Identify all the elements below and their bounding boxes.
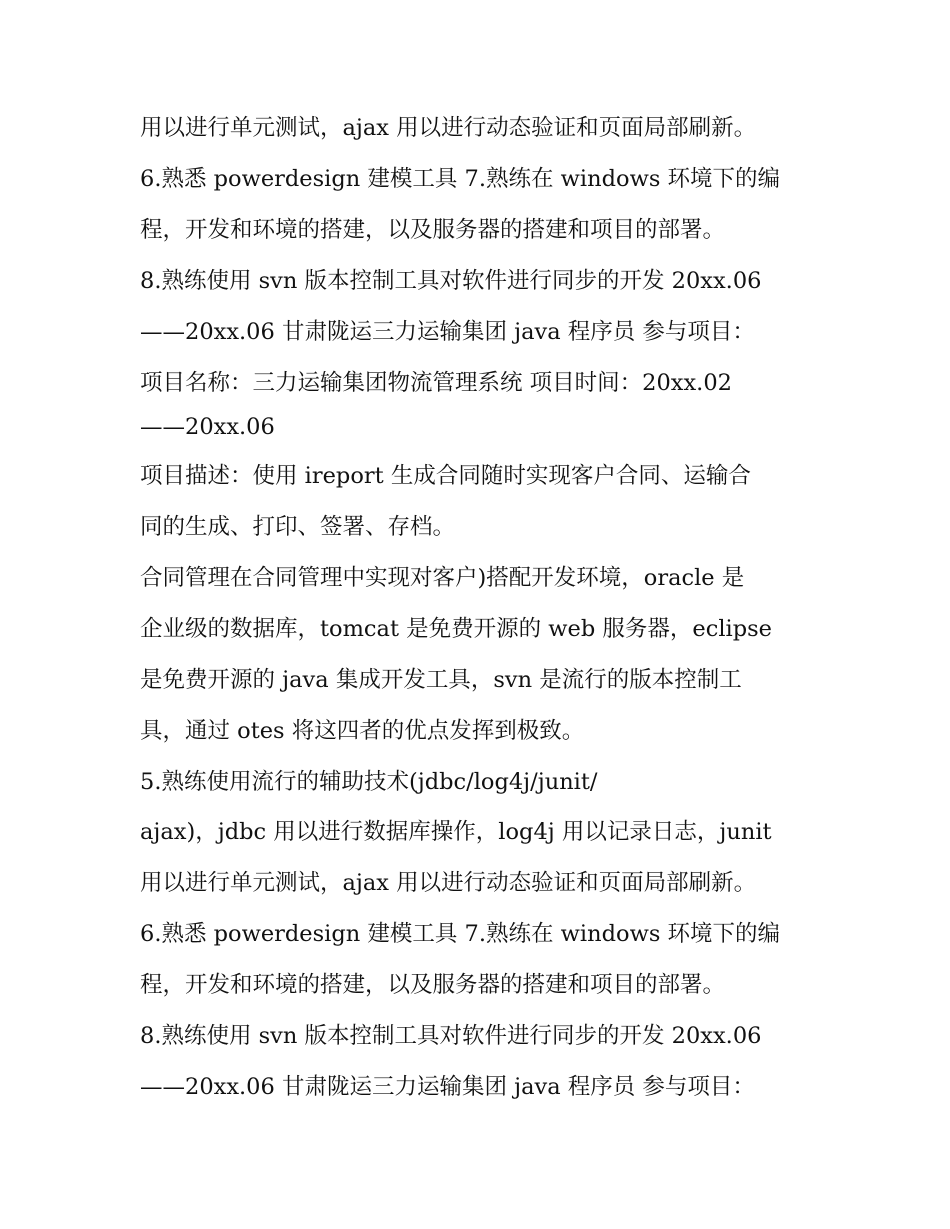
text-line: 程，开发和环境的搭建，以及服务器的搭建和项目的部署。: [140, 217, 726, 243]
text-line: ——20xx.06 甘肃陇运三力运输集团 java 程序员 参与项目：: [140, 1074, 755, 1100]
text-line: ——20xx.06 甘肃陇运三力运输集团 java 程序员 参与项目：: [140, 319, 755, 345]
text-line: 项目名称：三力运输集团物流管理系统 项目时间：20xx.02: [140, 370, 732, 396]
text-line: 6.熟悉 powerdesign 建模工具 7.熟练在 windows 环境下的编: [140, 166, 781, 192]
text-line: 具，通过 otes 将这四者的优点发挥到极致。: [140, 718, 585, 744]
text-line: 5.熟练使用流行的辅助技术(jdbc/log4j/junit/: [140, 769, 598, 795]
text-line: 企业级的数据库，tomcat 是免费开源的 web 服务器，eclipse: [140, 616, 772, 642]
text-line: 8.熟练使用 svn 版本控制工具对软件进行同步的开发 20xx.06: [140, 1023, 762, 1049]
text-line: ——20xx.06: [140, 414, 275, 440]
text-line: 程，开发和环境的搭建，以及服务器的搭建和项目的部署。: [140, 972, 726, 998]
text-line: 6.熟悉 powerdesign 建模工具 7.熟练在 windows 环境下的编: [140, 921, 781, 947]
text-line: 合同管理在合同管理中实现对客户)搭配开发环境，oracle 是: [140, 565, 745, 591]
text-line: 同的生成、打印、签署、存档。: [140, 514, 456, 540]
text-line: 项目描述：使用 ireport 生成合同随时实现客户合同、运输合: [140, 463, 751, 489]
text-line: 用以进行单元测试，ajax 用以进行动态验证和页面局部刷新。: [140, 115, 757, 141]
text-line: ajax)，jdbc 用以进行数据库操作，log4j 用以记录日志，junit: [140, 819, 772, 845]
text-line: 用以进行单元测试，ajax 用以进行动态验证和页面局部刷新。: [140, 870, 757, 896]
text-line: 8.熟练使用 svn 版本控制工具对软件进行同步的开发 20xx.06: [140, 268, 762, 294]
text-line: 是免费开源的 java 集成开发工具，svn 是流行的版本控制工: [140, 667, 742, 693]
